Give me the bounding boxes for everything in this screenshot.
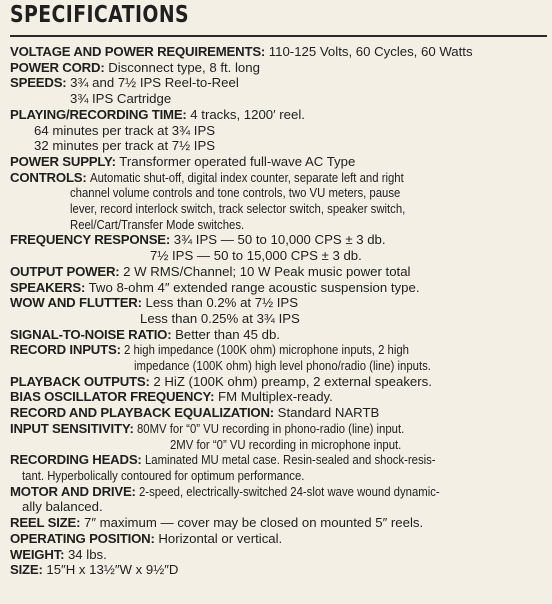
spec-label: CONTROLS:	[10, 169, 87, 185]
spec-value: Less than 0.25% at 3¾ IPS	[140, 310, 300, 326]
spec-label: OUTPUT POWER:	[10, 263, 120, 279]
spec-label: PLAYBACK OUTPUTS:	[10, 373, 150, 389]
spec-controls	[10, 170, 546, 233]
spec-motor-drive	[10, 484, 546, 515]
spec-output-power	[10, 264, 546, 280]
spec-bias-oscillator	[10, 389, 546, 405]
spec-value: 2-speed, electrically-switched 24-slot wave wound dynamic-	[139, 483, 441, 499]
spec-weight	[10, 547, 546, 563]
spec-input-sensitivity	[10, 421, 546, 452]
spec-value: 15″H x 13½″W x 9½″D	[46, 562, 179, 578]
spec-size	[10, 562, 546, 578]
spec-value: 32 minutes per track at 7½ IPS	[34, 138, 216, 154]
spec-operating-position	[10, 531, 546, 547]
spec-value: Less than 0.2% at 7½ IPS	[145, 295, 298, 311]
spec-label: SIGNAL-TO-NOISE RATIO:	[10, 326, 172, 342]
spec-speeds	[10, 75, 546, 106]
spec-value: 2 W RMS/Channel; 10 W Peak music power total	[123, 263, 411, 279]
spec-power-supply	[10, 154, 546, 170]
spec-value: Two 8-ohm 4″ extended range acoustic suspension type.	[88, 279, 420, 295]
spec-value: 3¾ IPS Cartridge	[70, 91, 172, 107]
page-title: SPECIFICATIONS	[10, 2, 190, 28]
spec-label: RECORDING HEADS:	[10, 452, 142, 468]
spec-voltage	[10, 44, 546, 60]
spec-value: 110-125 Volts, 60 Cycles, 60 Watts	[268, 44, 473, 59]
spec-value: 80MV for “0” VU recording in phono-radio (line) input.	[137, 420, 405, 436]
spec-value: Transformer operated full-wave AC Type	[119, 153, 356, 169]
spec-value: 3¾ and 7½ IPS Reel-to-Reel	[70, 75, 239, 91]
spec-signal-noise	[10, 327, 546, 343]
spec-value: 7½ IPS — 50 to 15,000 CPS ± 3 db.	[150, 248, 362, 264]
spec-value: Disconnect type, 8 ft. long	[108, 59, 260, 75]
spec-value: Automatic shut-off, digital index counter, separate left and right	[90, 169, 405, 185]
spec-label: POWER SUPPLY:	[10, 153, 116, 169]
spec-value: Standard NARTB	[277, 405, 380, 421]
spec-label: OPERATING POSITION:	[10, 530, 155, 546]
spec-label: FREQUENCY RESPONSE:	[10, 232, 171, 248]
spec-value: 2 high impedance (100K ohm) microphone inputs, 2 high	[124, 342, 410, 358]
spec-label: MOTOR AND DRIVE:	[10, 483, 136, 499]
spec-label: BIAS OSCILLATOR FREQUENCY:	[10, 389, 215, 405]
spec-value: 2MV for “0” VU recording in microphone input.	[170, 436, 402, 452]
spec-power-cord	[10, 60, 546, 76]
spec-reel-size	[10, 515, 546, 531]
spec-value: 34 lbs.	[67, 546, 107, 562]
spec-label: INPUT SENSITIVITY:	[10, 420, 134, 436]
spec-label: WEIGHT:	[10, 546, 65, 562]
spec-frequency-response	[10, 232, 546, 263]
spec-value: 7″ maximum — cover may be closed on mounted 5″ reels.	[83, 515, 424, 531]
spec-value: 64 minutes per track at 3¾ IPS	[34, 122, 216, 138]
spec-value: Horizontal or vertical.	[158, 530, 283, 546]
spec-value: Reel/Cart/Transfer Mode switches.	[70, 216, 245, 232]
spec-label: RECORD INPUTS:	[10, 342, 121, 358]
spec-label: POWER CORD:	[10, 59, 105, 75]
spec-value: 2 HiZ (100K ohm) preamp, 2 external speakers.	[153, 373, 432, 389]
spec-value: channel volume controls and tone controls, two VU meters, pause	[70, 185, 401, 201]
spec-label: PLAYING/RECORDING TIME:	[10, 106, 187, 122]
spec-label: SPEAKERS:	[10, 279, 86, 295]
spec-label: RECORD AND PLAYBACK EQUALIZATION:	[10, 405, 274, 421]
heading-rule	[10, 35, 547, 37]
spec-wow-flutter	[10, 295, 546, 326]
spec-value: ally balanced.	[22, 499, 103, 515]
spec-recording-heads	[10, 452, 546, 483]
spec-playing-time	[10, 107, 546, 154]
spec-value: FM Multiplex-ready.	[218, 389, 333, 405]
spec-value: Laminated MU metal case. Resin-sealed and shock-resis-	[145, 452, 436, 468]
spec-value: 3¾ IPS — 50 to 10,000 CPS ± 3 db.	[173, 232, 386, 248]
spec-record-inputs	[10, 342, 546, 373]
spec-label: WOW AND FLUTTER:	[10, 295, 142, 311]
spec-label: SIZE:	[10, 562, 43, 578]
spec-label: SPEEDS:	[10, 75, 67, 91]
spec-value: lever, record interlock switch, track selector switch, speaker switch,	[70, 201, 406, 217]
spec-value: impedance (100K ohm) high level phono/radio (line) inputs.	[134, 358, 431, 374]
spec-label: VOLTAGE AND POWER REQUIREMENTS:	[10, 44, 266, 59]
spec-value: 4 tracks, 1200′ reel.	[190, 106, 305, 122]
spec-value: tant. Hyperbolically contoured for optimum performance.	[22, 467, 305, 483]
spec-speakers	[10, 280, 546, 296]
spec-equalization	[10, 405, 546, 421]
spec-playback-outputs	[10, 374, 546, 390]
spec-value: Better than 45 db.	[175, 326, 280, 342]
spec-list	[10, 44, 546, 578]
spec-label: REEL SIZE:	[10, 515, 81, 531]
